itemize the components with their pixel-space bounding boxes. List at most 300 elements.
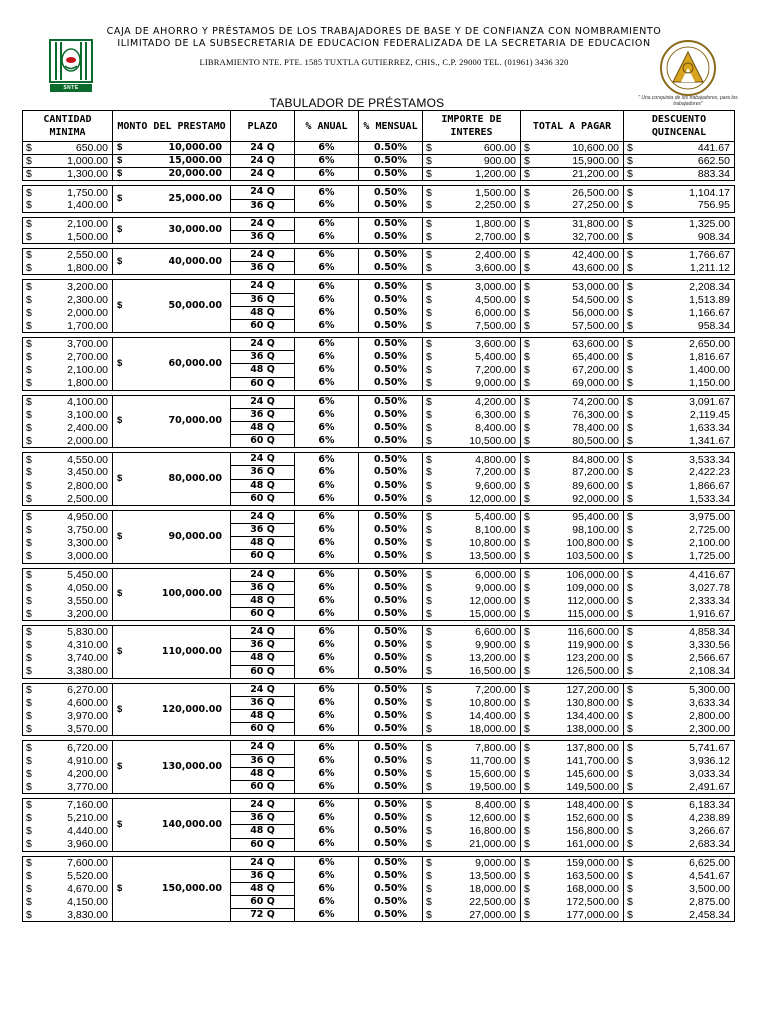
currency-sign: $ — [26, 652, 32, 665]
descuento-quincenal-cell — [624, 249, 735, 262]
descuento-quincenal-cell-value: 908.34 — [697, 230, 730, 243]
descuento-quincenal-cell — [624, 896, 735, 909]
total-pagar-cell-value: 130,800.00 — [566, 696, 619, 709]
currency-sign: $ — [426, 395, 432, 408]
currency-sign: $ — [26, 684, 32, 697]
currency-sign: $ — [426, 838, 432, 851]
table-row — [23, 453, 735, 466]
currency-sign: $ — [524, 453, 530, 466]
col-header-plazo: PLAZO — [231, 111, 295, 142]
descuento-quincenal-cell — [624, 652, 735, 665]
total-pagar-cell-value: 76,300.00 — [572, 408, 619, 421]
importe-interes-cell-value: 2,250.00 — [475, 199, 516, 212]
currency-sign: $ — [524, 230, 530, 243]
importe-interes-cell-value: 9,000.00 — [475, 581, 516, 594]
total-pagar-cell — [521, 896, 624, 909]
plazo-cell: 60 Q — [231, 723, 295, 736]
cantidad-minima-cell — [23, 537, 113, 550]
tasa-anual-cell: 6% — [295, 199, 359, 212]
monto-prestamo-cell — [113, 856, 231, 922]
currency-sign: $ — [627, 812, 633, 825]
total-pagar-cell-value: 115,000.00 — [567, 607, 619, 620]
total-pagar-cell-value: 27,250.00 — [572, 199, 619, 212]
currency-sign: $ — [26, 754, 32, 767]
cantidad-minima-cell-value: 1,000.00 — [67, 155, 108, 168]
currency-sign: $ — [26, 492, 32, 505]
cantidad-minima-cell-value: 5,210.00 — [67, 812, 108, 825]
cantidad-minima-cell — [23, 395, 113, 408]
currency-sign: $ — [26, 550, 32, 563]
monto-prestamo-cell — [113, 568, 231, 621]
currency-sign: $ — [426, 799, 432, 812]
importe-interes-cell — [423, 306, 521, 319]
importe-interes-cell-value: 4,200.00 — [475, 395, 516, 408]
descuento-quincenal-cell — [624, 466, 735, 479]
plazo-cell: 24 Q — [231, 626, 295, 639]
cantidad-minima-cell-value: 2,100.00 — [67, 364, 108, 377]
plazo-cell: 24 Q — [231, 249, 295, 262]
currency-sign: $ — [524, 168, 530, 181]
plazo-cell: 48 Q — [231, 421, 295, 434]
tasa-mensual-cell: 0.50% — [359, 799, 423, 812]
total-pagar-cell — [521, 421, 624, 434]
tasa-mensual-cell: 0.50% — [359, 909, 423, 922]
currency-sign: $ — [426, 293, 432, 306]
currency-sign: $ — [524, 568, 530, 581]
currency-sign: $ — [117, 818, 123, 830]
currency-sign: $ — [26, 377, 32, 390]
currency-sign: $ — [627, 479, 633, 492]
descuento-quincenal-cell-value: 3,633.34 — [689, 696, 730, 709]
plazo-cell: 36 Q — [231, 754, 295, 767]
tasa-anual-cell: 6% — [295, 665, 359, 678]
importe-interes-cell-value: 3,000.00 — [475, 280, 516, 293]
currency-sign: $ — [627, 869, 633, 882]
total-pagar-cell-value: 43,600.00 — [572, 262, 619, 274]
currency-sign: $ — [426, 607, 432, 620]
tasa-mensual-cell: 0.50% — [359, 142, 423, 155]
descuento-quincenal-cell-value: 1,816.67 — [689, 351, 730, 364]
currency-sign: $ — [627, 550, 633, 563]
plazo-cell: 36 Q — [231, 199, 295, 212]
total-pagar-cell — [521, 882, 624, 895]
monto-value: 60,000.00 — [168, 357, 222, 369]
currency-sign: $ — [26, 155, 32, 168]
currency-sign: $ — [524, 142, 530, 154]
cantidad-minima-cell-value: 3,100.00 — [67, 408, 108, 421]
descuento-quincenal-cell — [624, 168, 735, 181]
tasa-mensual-cell: 0.50% — [359, 510, 423, 523]
currency-sign: $ — [117, 703, 123, 715]
cantidad-minima-cell-value: 4,550.00 — [67, 453, 108, 466]
currency-sign: $ — [524, 754, 530, 767]
importe-interes-cell-value: 14,400.00 — [469, 710, 516, 723]
descuento-quincenal-cell-value: 662.50 — [697, 155, 730, 168]
monto-prestamo-cell — [113, 280, 231, 333]
importe-interes-cell-value: 13,200.00 — [469, 652, 516, 665]
monto-value: 120,000.00 — [161, 703, 222, 715]
descuento-quincenal-cell — [624, 909, 735, 922]
currency-sign: $ — [117, 142, 123, 153]
currency-sign: $ — [524, 825, 530, 838]
currency-sign: $ — [426, 453, 432, 466]
plazo-cell: 60 Q — [231, 492, 295, 505]
importe-interes-cell — [423, 510, 521, 523]
currency-sign: $ — [524, 434, 530, 447]
importe-interes-cell-value: 10,500.00 — [469, 434, 516, 447]
plazo-cell: 48 Q — [231, 537, 295, 550]
currency-sign: $ — [524, 896, 530, 909]
descuento-quincenal-cell — [624, 594, 735, 607]
currency-sign: $ — [426, 492, 432, 505]
currency-sign: $ — [426, 262, 432, 274]
tasa-anual-cell: 6% — [295, 293, 359, 306]
cantidad-minima-cell — [23, 435, 113, 448]
tasa-mensual-cell: 0.50% — [359, 217, 423, 230]
descuento-quincenal-cell-value: 4,858.34 — [689, 626, 730, 639]
tasa-anual-cell: 6% — [295, 186, 359, 199]
total-pagar-cell-value: 103,500.00 — [566, 550, 619, 563]
descuento-quincenal-cell — [624, 408, 735, 421]
currency-sign: $ — [627, 639, 633, 652]
table-row — [23, 856, 735, 869]
descuento-quincenal-cell — [624, 262, 735, 275]
currency-sign: $ — [117, 300, 123, 312]
currency-sign: $ — [627, 537, 633, 550]
plazo-cell: 60 Q — [231, 896, 295, 909]
currency-sign: $ — [524, 293, 530, 306]
cantidad-minima-cell — [23, 293, 113, 306]
descuento-quincenal-cell — [624, 421, 735, 434]
table-row — [23, 395, 735, 408]
descuento-quincenal-cell-value: 2,108.34 — [689, 665, 730, 678]
descuento-quincenal-cell — [624, 524, 735, 537]
total-pagar-cell — [521, 262, 624, 275]
plazo-cell: 60 Q — [231, 377, 295, 390]
currency-sign: $ — [524, 780, 530, 793]
currency-sign: $ — [117, 645, 123, 657]
currency-sign: $ — [627, 838, 633, 851]
currency-sign: $ — [627, 395, 633, 408]
monto-prestamo-cell — [113, 626, 231, 679]
monto-prestamo-cell — [113, 217, 231, 243]
descuento-quincenal-cell-value: 1,341.67 — [689, 434, 730, 447]
total-pagar-cell — [521, 479, 624, 492]
descuento-quincenal-cell — [624, 280, 735, 293]
currency-sign: $ — [117, 357, 123, 369]
currency-sign: $ — [426, 142, 432, 154]
plazo-cell: 48 Q — [231, 882, 295, 895]
importe-interes-cell — [423, 882, 521, 895]
currency-sign: $ — [627, 909, 633, 922]
cantidad-minima-cell-value: 4,670.00 — [67, 882, 108, 895]
cantidad-minima-cell-value: 3,380.00 — [67, 665, 108, 678]
currency-sign: $ — [627, 199, 633, 212]
cantidad-minima-cell-value: 2,100.00 — [67, 218, 108, 231]
tasa-anual-cell: 6% — [295, 909, 359, 922]
tasa-mensual-cell: 0.50% — [359, 568, 423, 581]
cantidad-minima-cell-value: 1,300.00 — [67, 168, 108, 181]
currency-sign: $ — [426, 767, 432, 780]
currency-sign: $ — [627, 799, 633, 812]
total-pagar-cell-value: 57,500.00 — [572, 319, 619, 332]
cantidad-minima-cell-value: 2,700.00 — [67, 351, 108, 364]
descuento-quincenal-cell — [624, 856, 735, 869]
currency-sign: $ — [26, 280, 32, 293]
currency-sign: $ — [627, 338, 633, 351]
currency-sign: $ — [524, 607, 530, 620]
tasa-anual-cell: 6% — [295, 351, 359, 364]
monto-prestamo-cell — [113, 186, 231, 212]
plazo-cell: 60 Q — [231, 319, 295, 332]
currency-sign: $ — [26, 799, 32, 812]
importe-interes-cell-value: 9,000.00 — [475, 377, 516, 390]
currency-sign: $ — [426, 754, 432, 767]
total-pagar-cell-value: 152,600.00 — [566, 812, 619, 825]
cantidad-minima-cell — [23, 319, 113, 332]
tasa-mensual-cell: 0.50% — [359, 435, 423, 448]
cantidad-minima-cell-value: 1,800.00 — [67, 377, 108, 390]
table-row — [23, 741, 735, 754]
table-row — [23, 799, 735, 812]
importe-interes-cell — [423, 710, 521, 723]
cantidad-minima-cell-value: 7,160.00 — [67, 799, 108, 812]
currency-sign: $ — [426, 364, 432, 377]
tasa-anual-cell: 6% — [295, 168, 359, 181]
currency-sign: $ — [524, 767, 530, 780]
tasa-anual-cell: 6% — [295, 723, 359, 736]
total-pagar-cell-value: 172,500.00 — [566, 896, 619, 909]
currency-sign: $ — [627, 262, 633, 274]
total-pagar-cell-value: 54,500.00 — [572, 293, 619, 306]
cantidad-minima-cell — [23, 896, 113, 909]
currency-sign: $ — [627, 377, 633, 390]
currency-sign: $ — [627, 319, 633, 332]
cantidad-minima-cell-value: 4,950.00 — [67, 511, 108, 524]
monto-prestamo-cell — [113, 799, 231, 852]
plazo-cell: 36 Q — [231, 262, 295, 275]
descuento-quincenal-cell-value: 2,491.67 — [689, 780, 730, 793]
cantidad-minima-cell — [23, 882, 113, 895]
importe-interes-cell — [423, 537, 521, 550]
plazo-cell: 36 Q — [231, 581, 295, 594]
importe-interes-cell-value: 6,000.00 — [475, 568, 516, 581]
total-pagar-cell — [521, 780, 624, 793]
importe-interes-cell-value: 2,400.00 — [475, 249, 516, 262]
currency-sign: $ — [524, 319, 530, 332]
cantidad-minima-cell-value: 3,960.00 — [67, 838, 108, 851]
cantidad-minima-cell — [23, 492, 113, 505]
importe-interes-cell — [423, 466, 521, 479]
tasa-mensual-cell: 0.50% — [359, 869, 423, 882]
importe-interes-cell — [423, 838, 521, 851]
total-pagar-cell-value: 134,400.00 — [566, 710, 619, 723]
currency-sign: $ — [627, 754, 633, 767]
tasa-mensual-cell: 0.50% — [359, 421, 423, 434]
cantidad-minima-cell — [23, 466, 113, 479]
cantidad-minima-cell — [23, 856, 113, 869]
importe-interes-cell-value: 12,000.00 — [469, 594, 516, 607]
currency-sign: $ — [627, 665, 633, 678]
total-pagar-cell-value: 67,200.00 — [572, 364, 619, 377]
currency-sign: $ — [524, 838, 530, 851]
currency-sign: $ — [26, 421, 32, 434]
currency-sign: $ — [627, 230, 633, 243]
descuento-quincenal-cell — [624, 608, 735, 621]
tasa-anual-cell: 6% — [295, 537, 359, 550]
currency-sign: $ — [26, 812, 32, 825]
plazo-cell: 48 Q — [231, 306, 295, 319]
cantidad-minima-cell-value: 4,910.00 — [67, 754, 108, 767]
currency-sign: $ — [524, 856, 530, 869]
importe-interes-cell — [423, 395, 521, 408]
importe-interes-cell-value: 19,500.00 — [469, 780, 516, 793]
importe-interes-cell-value: 4,800.00 — [475, 453, 516, 466]
importe-interes-cell — [423, 780, 521, 793]
cantidad-minima-cell — [23, 217, 113, 230]
currency-sign: $ — [524, 199, 530, 212]
monto-value: 80,000.00 — [168, 473, 222, 485]
currency-sign: $ — [426, 741, 432, 754]
descuento-quincenal-cell — [624, 639, 735, 652]
descuento-quincenal-cell-value: 4,238.89 — [689, 812, 730, 825]
tasa-anual-cell: 6% — [295, 319, 359, 332]
currency-sign: $ — [627, 249, 633, 262]
currency-sign: $ — [426, 652, 432, 665]
tasa-anual-cell: 6% — [295, 453, 359, 466]
currency-sign: $ — [524, 377, 530, 390]
plazo-cell: 36 Q — [231, 408, 295, 421]
importe-interes-cell-value: 22,500.00 — [469, 896, 516, 909]
tasa-anual-cell: 6% — [295, 594, 359, 607]
tasa-anual-cell: 6% — [295, 408, 359, 421]
importe-interes-cell-value: 16,800.00 — [469, 825, 516, 838]
total-pagar-cell-value: 21,200.00 — [572, 168, 619, 181]
cantidad-minima-cell — [23, 639, 113, 652]
descuento-quincenal-cell — [624, 479, 735, 492]
currency-sign: $ — [627, 767, 633, 780]
importe-interes-cell-value: 15,600.00 — [469, 767, 516, 780]
currency-sign: $ — [426, 479, 432, 492]
table-row — [23, 510, 735, 523]
descuento-quincenal-cell-value: 3,033.34 — [689, 767, 730, 780]
currency-sign: $ — [26, 479, 32, 492]
importe-interes-cell — [423, 217, 521, 230]
currency-sign: $ — [524, 869, 530, 882]
descuento-quincenal-cell — [624, 510, 735, 523]
tasa-anual-cell: 6% — [295, 364, 359, 377]
currency-sign: $ — [627, 856, 633, 869]
plazo-cell: 24 Q — [231, 683, 295, 696]
plazo-cell: 36 Q — [231, 812, 295, 825]
total-pagar-cell-value: 10,600.00 — [572, 142, 619, 154]
total-pagar-cell — [521, 492, 624, 505]
currency-sign: $ — [426, 408, 432, 421]
currency-sign: $ — [426, 186, 432, 199]
plazo-cell: 48 Q — [231, 710, 295, 723]
total-pagar-cell-value: 87,200.00 — [572, 466, 619, 479]
cantidad-minima-cell-value: 2,800.00 — [67, 479, 108, 492]
importe-interes-cell-value: 16,500.00 — [469, 665, 516, 678]
currency-sign: $ — [627, 421, 633, 434]
tasa-anual-cell: 6% — [295, 799, 359, 812]
currency-sign: $ — [26, 537, 32, 550]
total-pagar-cell-value: 177,000.00 — [566, 909, 619, 922]
tasa-mensual-cell: 0.50% — [359, 856, 423, 869]
table-row — [23, 280, 735, 293]
total-pagar-cell — [521, 395, 624, 408]
descuento-quincenal-cell — [624, 230, 735, 243]
cantidad-minima-cell — [23, 230, 113, 243]
table-row — [23, 683, 735, 696]
importe-interes-cell-value: 7,200.00 — [475, 364, 516, 377]
tasa-anual-cell: 6% — [295, 338, 359, 351]
descuento-quincenal-cell — [624, 626, 735, 639]
tasa-anual-cell: 6% — [295, 626, 359, 639]
descuento-quincenal-cell — [624, 395, 735, 408]
currency-sign: $ — [26, 466, 32, 479]
currency-sign: $ — [117, 224, 123, 236]
tasa-mensual-cell: 0.50% — [359, 683, 423, 696]
descuento-quincenal-cell-value: 1,766.67 — [689, 249, 730, 262]
currency-sign: $ — [26, 581, 32, 594]
descuento-quincenal-cell-value: 2,683.34 — [689, 838, 730, 851]
total-pagar-cell-value: 65,400.00 — [572, 351, 619, 364]
importe-interes-cell — [423, 435, 521, 448]
currency-sign: $ — [426, 696, 432, 709]
cantidad-minima-cell-value: 2,000.00 — [67, 434, 108, 447]
tasa-mensual-cell: 0.50% — [359, 199, 423, 212]
currency-sign: $ — [117, 882, 123, 894]
tasa-anual-cell: 6% — [295, 421, 359, 434]
total-pagar-cell — [521, 568, 624, 581]
table-row — [23, 568, 735, 581]
tasa-mensual-cell: 0.50% — [359, 723, 423, 736]
descuento-quincenal-cell-value: 2,208.34 — [689, 280, 730, 293]
importe-interes-cell — [423, 550, 521, 563]
plazo-cell: 24 Q — [231, 799, 295, 812]
currency-sign: $ — [117, 155, 123, 167]
currency-sign: $ — [426, 230, 432, 243]
currency-sign: $ — [26, 607, 32, 620]
total-pagar-cell-value: 56,000.00 — [572, 306, 619, 319]
monto-value: 25,000.00 — [168, 193, 222, 205]
cantidad-minima-cell — [23, 723, 113, 736]
importe-interes-cell-value: 21,000.00 — [469, 838, 516, 851]
descuento-quincenal-cell — [624, 453, 735, 466]
cantidad-minima-cell-value: 6,270.00 — [67, 684, 108, 697]
currency-sign: $ — [524, 249, 530, 262]
currency-sign: $ — [26, 594, 32, 607]
cantidad-minima-cell — [23, 594, 113, 607]
currency-sign: $ — [426, 665, 432, 678]
cantidad-minima-cell-value: 4,100.00 — [67, 395, 108, 408]
cantidad-minima-cell — [23, 626, 113, 639]
total-pagar-cell-value: 148,400.00 — [566, 799, 619, 812]
importe-interes-cell — [423, 479, 521, 492]
importe-interes-cell — [423, 338, 521, 351]
table-row — [23, 168, 735, 181]
currency-sign: $ — [26, 262, 32, 274]
currency-sign: $ — [524, 581, 530, 594]
currency-sign: $ — [524, 594, 530, 607]
total-pagar-cell-value: 116,600.00 — [567, 626, 619, 639]
loan-table-body — [23, 142, 735, 922]
descuento-quincenal-cell — [624, 780, 735, 793]
importe-interes-cell — [423, 652, 521, 665]
cantidad-minima-cell-value: 2,300.00 — [67, 293, 108, 306]
currency-sign: $ — [26, 856, 32, 869]
